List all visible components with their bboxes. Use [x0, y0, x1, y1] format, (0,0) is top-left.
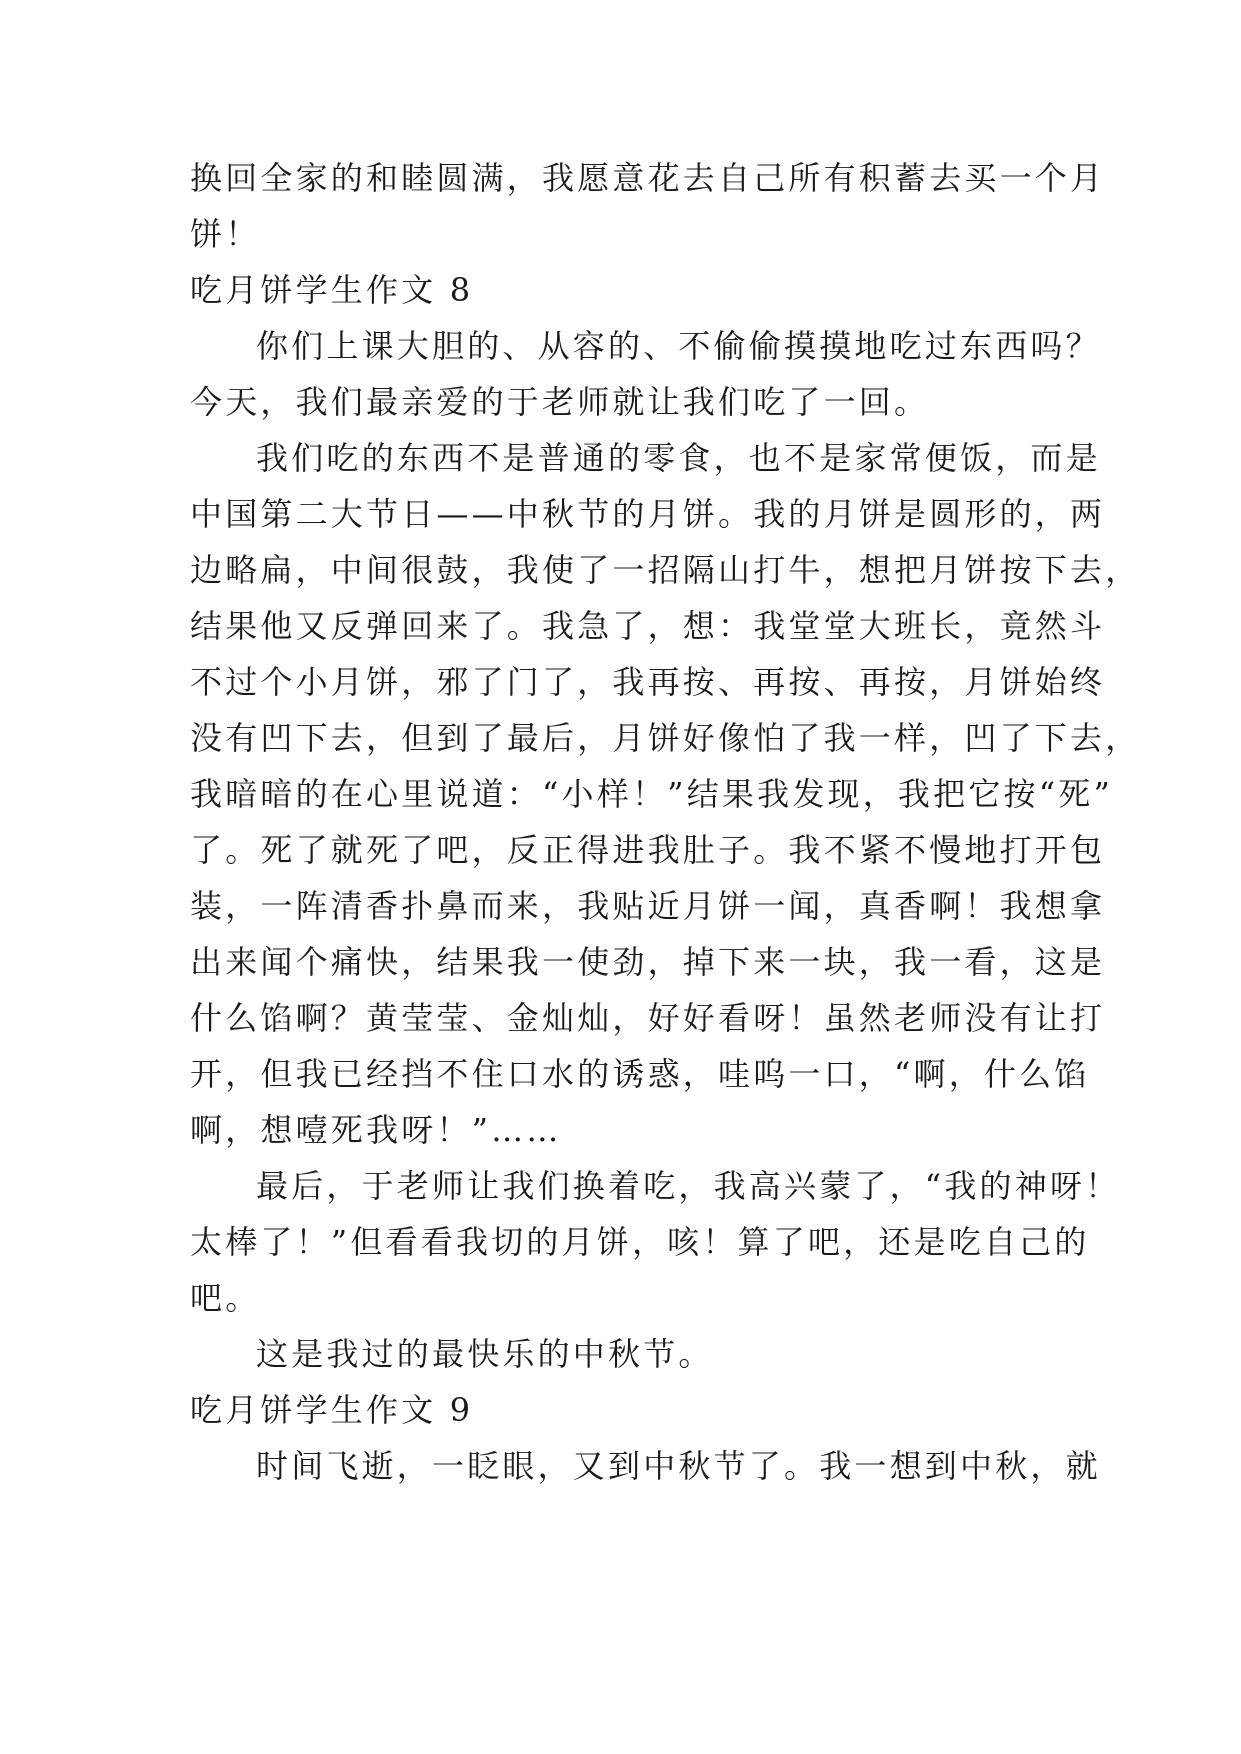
text-line: 结果他又反弹回来了。我急了，想：我堂堂大班长，竟然斗: [190, 607, 1106, 645]
text-line: 不过个小月饼，邪了门了，我再按、再按、再按，月饼始终: [190, 663, 1106, 701]
text-line: 吧。: [190, 1279, 261, 1317]
section-heading: 吃月饼学生作文 8: [190, 271, 474, 309]
text-line: 太棒了！”但看看我切的月饼，咳！算了吧，还是吃自己的: [190, 1223, 1090, 1261]
paragraph-start: 最后，于老师让我们换着吃，我高兴蒙了，“我的神呀！: [256, 1167, 1121, 1205]
text-line: 今天，我们最亲爱的于老师就让我们吃了一回。: [190, 383, 930, 421]
text-line: 出来闻个痛快，结果我一使劲，掉下来一块，我一看，这是: [190, 943, 1106, 981]
text-line: 中国第二大节日——中秋节的月饼。我的月饼是圆形的，两: [190, 495, 1106, 533]
text-line: 没有凹下去，但到了最后，月饼好像怕了我一样，凹了下去，: [190, 719, 1141, 757]
paragraph-start: 你们上课大胆的、从容的、不偷偷摸摸地吃过东西吗？: [256, 327, 1101, 365]
text-line: 装，一阵清香扑鼻而来，我贴近月饼一闻，真香啊！我想拿: [190, 887, 1106, 925]
text-line: 边略扁，中间很鼓，我使了一招隔山打牛，想把月饼按下去，: [190, 551, 1141, 589]
text-line: 饼！: [190, 215, 261, 253]
text-line: 换回全家的和睦圆满，我愿意花去自己所有积蓄去买一个月: [190, 159, 1106, 197]
document-page: [190, 150, 1141, 1494]
text-line: 什么馅啊？黄莹莹、金灿灿，好好看呀！虽然老师没有让打: [190, 999, 1106, 1037]
text-line: 了。死了就死了吧，反正得进我肚子。我不紧不慢地打开包: [190, 831, 1106, 869]
text-line: 我暗暗的在心里说道：“小样！”结果我发现，我把它按“死”: [190, 775, 1114, 813]
paragraph-start: 这是我过的最快乐的中秋节。: [256, 1335, 714, 1373]
paragraph-start: 时间飞逝，一眨眼，又到中秋节了。我一想到中秋，就: [256, 1447, 1101, 1485]
section-heading: 吃月饼学生作文 9: [190, 1391, 474, 1429]
paragraph-start: 我们吃的东西不是普通的零食，也不是家常便饭，而是: [256, 439, 1101, 477]
text-line: 啊，想噎死我呀！”……: [190, 1111, 562, 1149]
text-line: 开，但我已经挡不住口水的诱惑，哇呜一口，“啊，什么馅: [190, 1055, 1090, 1093]
